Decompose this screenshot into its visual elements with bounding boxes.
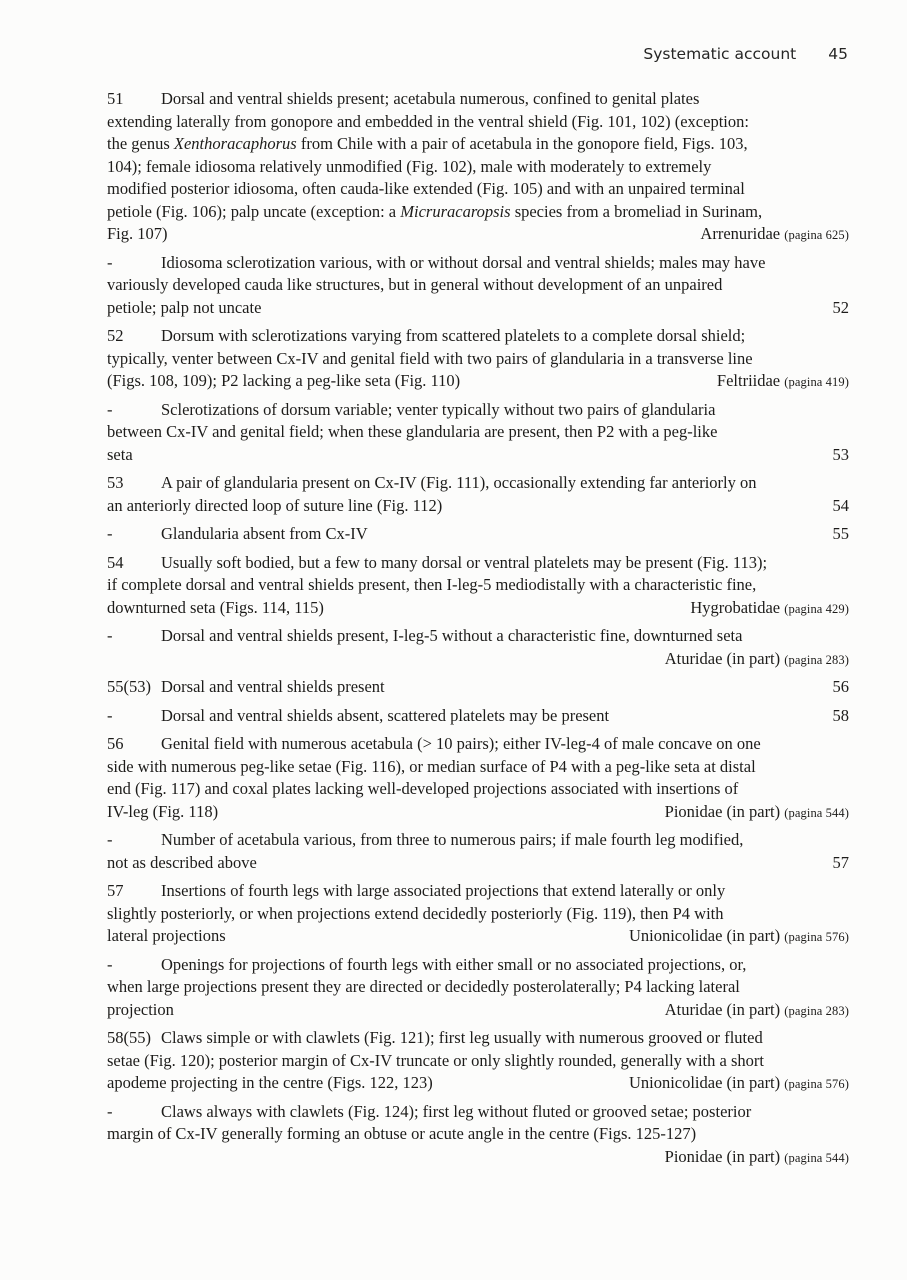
taxon-name: Pionidae (in part) xyxy=(664,1146,785,1166)
couplet-text: typically, venter between Cx-IV and genital field with two pairs of glandularia in a transverse line xyxy=(107,348,753,368)
couplet-text: 56 Genital field with numerous acetabula (> 10 pairs); either IV-leg-4 of male concave on one xyxy=(107,734,761,753)
couplet-text-line xyxy=(107,1027,849,1050)
couplet-text: petiole (Fig. 106); palp uncate (exception: a Micruracaropsis species from a bromeliad in Surinam, xyxy=(107,201,763,221)
couplet-text-line xyxy=(107,733,849,756)
page-header xyxy=(0,0,907,63)
genus-name-italic: Xenthoracaphorus xyxy=(173,134,297,153)
couplet-lead: 53 xyxy=(107,473,124,492)
couplet-lead: 54 xyxy=(107,552,124,572)
couplet-text: 51 Dorsal and ventral shields present; acetabula numerous, confined to genital plates xyxy=(107,89,699,108)
couplet-text-line xyxy=(107,852,849,875)
couplet-text: extending laterally from gonopore and embedded in the ventral shield (Fig. 101, 102) (exception: xyxy=(107,111,749,131)
couplet-text: - Dorsal and ventral shields present, I-leg-5 without a characteristic fine, downturned seta xyxy=(107,626,742,645)
taxon-name: Hygrobatidae xyxy=(690,597,785,617)
couplet-text-line xyxy=(107,444,849,467)
key-couplet xyxy=(107,625,849,670)
couplet-result xyxy=(833,297,850,320)
couplet-text-line xyxy=(107,925,849,948)
key-couplet xyxy=(107,552,849,620)
key-couplet xyxy=(107,523,849,546)
couplet-text: petiole; palp not uncate xyxy=(107,297,262,317)
couplet-text: seta xyxy=(107,444,133,464)
couplet-text-line xyxy=(107,954,849,977)
couplet-text: 55(53) Dorsal and ventral shields present xyxy=(107,676,385,699)
target-couplet-number: 57 xyxy=(832,852,849,872)
couplet-text: projection xyxy=(107,999,174,1019)
target-couplet-number: 58 xyxy=(832,705,849,725)
couplet-lead: - xyxy=(107,252,113,272)
couplet-text-line xyxy=(107,370,849,393)
couplet-text: downturned seta (Figs. 114, 115) xyxy=(107,597,324,617)
couplet-text-line xyxy=(107,133,849,156)
couplet-result xyxy=(833,444,850,467)
key-couplet xyxy=(107,954,849,1022)
couplet-result xyxy=(629,925,849,949)
couplet-lead: - xyxy=(107,524,113,543)
couplet-text-line xyxy=(107,778,849,801)
couplet-text-line xyxy=(107,574,849,597)
couplet-text-line xyxy=(107,756,849,779)
couplet-result-line xyxy=(107,1146,849,1169)
couplet-text-line xyxy=(107,325,849,348)
target-couplet-number: 52 xyxy=(832,297,849,317)
pagina-ref: (pagina 576) xyxy=(784,930,849,944)
couplet-text-line xyxy=(107,399,849,422)
target-couplet-number: 54 xyxy=(832,495,849,515)
key-couplet xyxy=(107,829,849,874)
couplet-text-line xyxy=(107,223,849,246)
couplet-lead: 51 xyxy=(107,89,124,108)
pagina-ref: (pagina 283) xyxy=(784,652,849,667)
couplet-text-line xyxy=(107,297,849,320)
key-couplet xyxy=(107,252,849,320)
couplet-text: the genus Xenthoracaphorus from Chile with a pair of acetabula in the gonopore field, Figs. 103, xyxy=(107,134,748,153)
couplet-text-line xyxy=(107,801,849,824)
couplet-text: - Glandularia absent from Cx-IV xyxy=(107,523,368,546)
couplet-text: 104); female idiosoma relatively unmodified (Fig. 102), male with moderately to extremely xyxy=(107,156,712,176)
couplet-text: (Figs. 108, 109); P2 lacking a peg-like seta (Fig. 110) xyxy=(107,371,461,390)
couplet-text-line xyxy=(107,1101,849,1124)
couplet-result xyxy=(833,852,850,875)
pagina-ref: (pagina 283) xyxy=(784,1003,849,1018)
couplet-text: apodeme projecting in the centre (Figs. 122, 123) xyxy=(107,1073,433,1092)
couplet-text-line xyxy=(107,880,849,903)
key-couplet xyxy=(107,1027,849,1095)
couplet-text-line xyxy=(107,274,849,297)
couplet-result xyxy=(700,223,849,247)
couplet-text-line xyxy=(107,111,849,134)
couplet-result xyxy=(665,1147,849,1166)
couplet-lead: - xyxy=(107,705,113,725)
key-couplet xyxy=(107,880,849,948)
couplet-text-line xyxy=(107,1123,849,1146)
pagina-ref: (pagina 576) xyxy=(784,1077,849,1091)
key-couplet xyxy=(107,705,849,728)
couplet-lead: - xyxy=(107,830,113,849)
couplet-text: setae (Fig. 120); posterior margin of Cx-IV truncate or only slightly rounded, generally with a short xyxy=(107,1050,764,1070)
couplet-result xyxy=(629,1072,849,1096)
genus-name-italic: Micruracaropsis xyxy=(400,201,511,221)
couplet-text: 54 Usually soft bodied, but a few to many dorsal or ventral platelets may be present (Fig. 113); xyxy=(107,553,767,572)
couplet-result xyxy=(665,801,849,825)
couplet-text: between Cx-IV and genital field; when these glandularia are present, then P2 with a peg-like xyxy=(107,422,718,441)
couplet-text: - Dorsal and ventral shields absent, scattered platelets may be present xyxy=(107,705,609,728)
couplet-text-line xyxy=(107,676,849,699)
target-couplet-number: 56 xyxy=(832,677,849,696)
pagina-ref: (pagina 625) xyxy=(784,228,849,242)
couplet-text: - Sclerotizations of dorsum variable; venter typically without two pairs of glandularia xyxy=(107,400,715,419)
couplet-lead: - xyxy=(107,954,113,974)
couplet-text: slightly posteriorly, or when projections extend decidedly posteriorly (Fig. 119), then P4 with xyxy=(107,903,724,923)
pagina-ref: (pagina 429) xyxy=(784,601,849,616)
couplet-text-line xyxy=(107,523,849,546)
key-couplet xyxy=(107,472,849,517)
couplet-lead: - xyxy=(107,1101,113,1121)
page-number: 45 xyxy=(828,45,848,63)
couplet-text: an anteriorly directed loop of suture line (Fig. 112) xyxy=(107,495,443,515)
taxon-name: Aturidae (in part) xyxy=(664,648,785,668)
couplet-text: 58(55) Claws simple or with clawlets (Fig. 121); first leg usually with numerous grooved or fluted xyxy=(107,1028,763,1047)
taxon-name: Arrenuridae xyxy=(700,224,785,243)
couplet-lead: 58(55) xyxy=(107,1028,151,1047)
key-couplet xyxy=(107,399,849,467)
couplet-text: Fig. 107) xyxy=(107,224,168,243)
couplet-text: lateral projections xyxy=(107,926,226,945)
couplet-text-line xyxy=(107,1050,849,1073)
couplet-text-line xyxy=(107,472,849,495)
couplet-lead: 52 xyxy=(107,326,124,345)
key-couplet xyxy=(107,88,849,246)
pagina-ref: (pagina 544) xyxy=(784,805,849,820)
couplet-text-line xyxy=(107,156,849,179)
target-couplet-number: 55 xyxy=(832,524,849,543)
couplet-text-line xyxy=(107,421,849,444)
couplet-text-line xyxy=(107,252,849,275)
couplet-text: IV-leg (Fig. 118) xyxy=(107,801,219,821)
couplet-text: end (Fig. 117) and coxal plates lacking well-developed projections associated with insertions of xyxy=(107,779,739,798)
couplet-result xyxy=(717,370,849,394)
couplet-text-line xyxy=(107,1072,849,1095)
couplet-text: variously developed cauda like structures, but in general without development of an unpaired xyxy=(107,275,723,294)
couplet-lead: 57 xyxy=(107,881,124,900)
couplet-text-line xyxy=(107,976,849,999)
couplet-text: 53 A pair of glandularia present on Cx-IV (Fig. 111), occasionally extending far anteriorly on xyxy=(107,473,757,492)
taxon-name: Pionidae (in part) xyxy=(664,801,785,821)
key-couplet xyxy=(107,325,849,393)
taxon-name: Unionicolidae (in part) xyxy=(628,1073,785,1092)
couplet-lead: 56 xyxy=(107,734,124,753)
taxon-name: Aturidae (in part) xyxy=(664,999,785,1019)
couplet-result xyxy=(833,495,850,518)
couplet-text-line xyxy=(107,552,849,575)
couplet-text-line xyxy=(107,829,849,852)
couplet-text-line xyxy=(107,903,849,926)
couplet-lead: 55(53) xyxy=(107,677,151,696)
couplet-text-line xyxy=(107,178,849,201)
couplet-result xyxy=(665,999,849,1023)
couplet-result xyxy=(690,597,849,621)
couplet-text: - Claws always with clawlets (Fig. 124); first leg without fluted or grooved setae; posterior xyxy=(107,1102,751,1121)
couplet-lead: - xyxy=(107,399,113,419)
couplet-text: not as described above xyxy=(107,852,257,872)
couplet-text-line xyxy=(107,88,849,111)
couplet-text: side with numerous peg-like setae (Fig. 116), or median surface of P4 with a peg-like seta at distal xyxy=(107,756,756,776)
key-couplet xyxy=(107,1101,849,1169)
couplet-text: - Idiosoma sclerotization various, with or without dorsal and ventral shields; males may have xyxy=(107,253,765,272)
couplet-text-line xyxy=(107,625,849,648)
couplet-text-line xyxy=(107,201,849,224)
couplet-text-line xyxy=(107,705,849,728)
target-couplet-number: 53 xyxy=(832,444,849,464)
couplet-text: 57 Insertions of fourth legs with large associated projections that extend laterally or only xyxy=(107,881,725,900)
couplet-text: when large projections present they are directed or decidedly posterolaterally; P4 lacking lateral xyxy=(107,977,740,996)
key-couplets xyxy=(107,88,849,1168)
taxon-name: Feltriidae xyxy=(716,371,785,390)
couplet-text-line xyxy=(107,495,849,518)
couplet-text: 52 Dorsum with sclerotizations varying from scattered platelets to a complete dorsal shield; xyxy=(107,326,745,345)
pagina-ref: (pagina 544) xyxy=(784,1150,849,1165)
couplet-text: margin of Cx-IV generally forming an obtuse or acute angle in the centre (Figs. 125-127) xyxy=(107,1124,697,1143)
couplet-text-line xyxy=(107,999,849,1022)
couplet-text-line xyxy=(107,348,849,371)
couplet-text: if complete dorsal and ventral shields present, then I-leg-5 mediodistally with a characteristic fine, xyxy=(107,575,757,594)
couplet-result xyxy=(833,523,850,546)
couplet-text-line xyxy=(107,597,849,620)
couplet-result xyxy=(833,705,850,728)
couplet-result xyxy=(833,676,850,699)
key-couplet xyxy=(107,676,849,699)
page-body xyxy=(107,88,849,1168)
couplet-text: modified posterior idiosoma, often cauda-like extended (Fig. 105) and with an unpaired terminal xyxy=(107,179,745,198)
pagina-ref: (pagina 419) xyxy=(784,375,849,389)
couplet-text: - Openings for projections of fourth legs with either small or no associated projections, or, xyxy=(107,955,746,974)
couplet-result xyxy=(665,649,849,668)
couplet-result-line xyxy=(107,648,849,671)
key-couplet xyxy=(107,733,849,823)
taxon-name: Unionicolidae (in part) xyxy=(628,926,785,945)
running-head: Systematic account xyxy=(643,45,797,63)
couplet-text: - Number of acetabula various, from three to numerous pairs; if male fourth leg modified, xyxy=(107,830,743,849)
couplet-lead: - xyxy=(107,626,113,645)
